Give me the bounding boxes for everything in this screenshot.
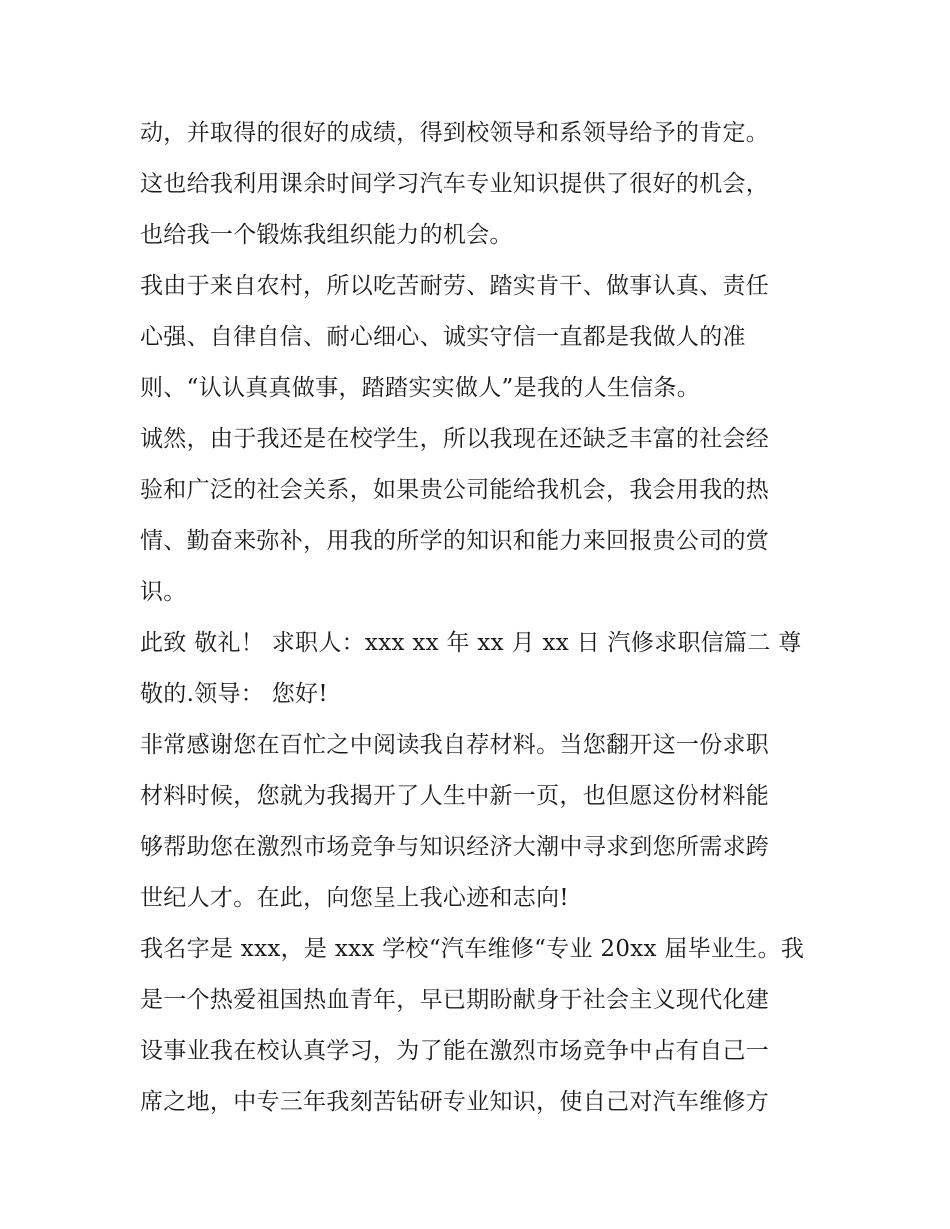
text-line: 敬的.领导： 您好! bbox=[140, 681, 328, 707]
text-line: 此致 敬礼！ 求职人：xxx xx 年 xx 月 xx 日 汽修求职信篇二 尊 bbox=[140, 630, 802, 656]
text-line: 动，并取得的很好的成绩，得到校领导和系领导给予的肯定。 bbox=[140, 120, 770, 146]
text-line: 非常感谢您在百忙之中阅读我自荐材料。当您翻开这一份求职 bbox=[140, 732, 770, 758]
text-line: 则、“认认真真做事，踏踏实实做人”是我的人生信条。 bbox=[140, 375, 701, 401]
text-line: 识。 bbox=[140, 579, 187, 605]
text-line: 我名字是 xxx，是 xxx 学校“汽车维修“专业 20xx 届毕业生。我 bbox=[140, 936, 805, 962]
text-line: 是一个热爱祖国热血青年，早已期盼献身于社会主义现代化建 bbox=[140, 987, 770, 1013]
text-line: 心强、自律自信、耐心细心、诚实守信一直都是我做人的准 bbox=[140, 324, 746, 350]
text-line: 世纪人才。在此，向您呈上我心迹和志向! bbox=[140, 885, 569, 911]
text-line: 这也给我利用课余时间学习汽车专业知识提供了很好的机会， bbox=[140, 171, 770, 197]
text-line: 设事业我在校认真学习，为了能在激烈市场竞争中占有自己一 bbox=[140, 1038, 770, 1064]
text-line: 我由于来自农村，所以吃苦耐劳、踏实肯干、做事认真、责任 bbox=[140, 273, 770, 299]
text-line: 席之地，中专三年我刻苦钻研专业知识，使自己对汽车维修方 bbox=[140, 1089, 770, 1115]
text-line: 材料时候，您就为我揭开了人生中新一页，也但愿这份材料能 bbox=[140, 783, 770, 809]
text-line: 诚然，由于我还是在校学生，所以我现在还缺乏丰富的社会经 bbox=[140, 426, 770, 452]
text-line: 够帮助您在激烈市场竞争与知识经济大潮中寻求到您所需求跨 bbox=[140, 834, 770, 860]
document-body bbox=[140, 108, 820, 1128]
text-line: 也给我一个锻炼我组织能力的机会。 bbox=[140, 222, 513, 248]
text-line: 验和广泛的社会关系，如果贵公司能给我机会，我会用我的热 bbox=[140, 477, 770, 503]
text-line: 情、勤奋来弥补，用我的所学的知识和能力来回报贵公司的赏 bbox=[140, 528, 770, 554]
